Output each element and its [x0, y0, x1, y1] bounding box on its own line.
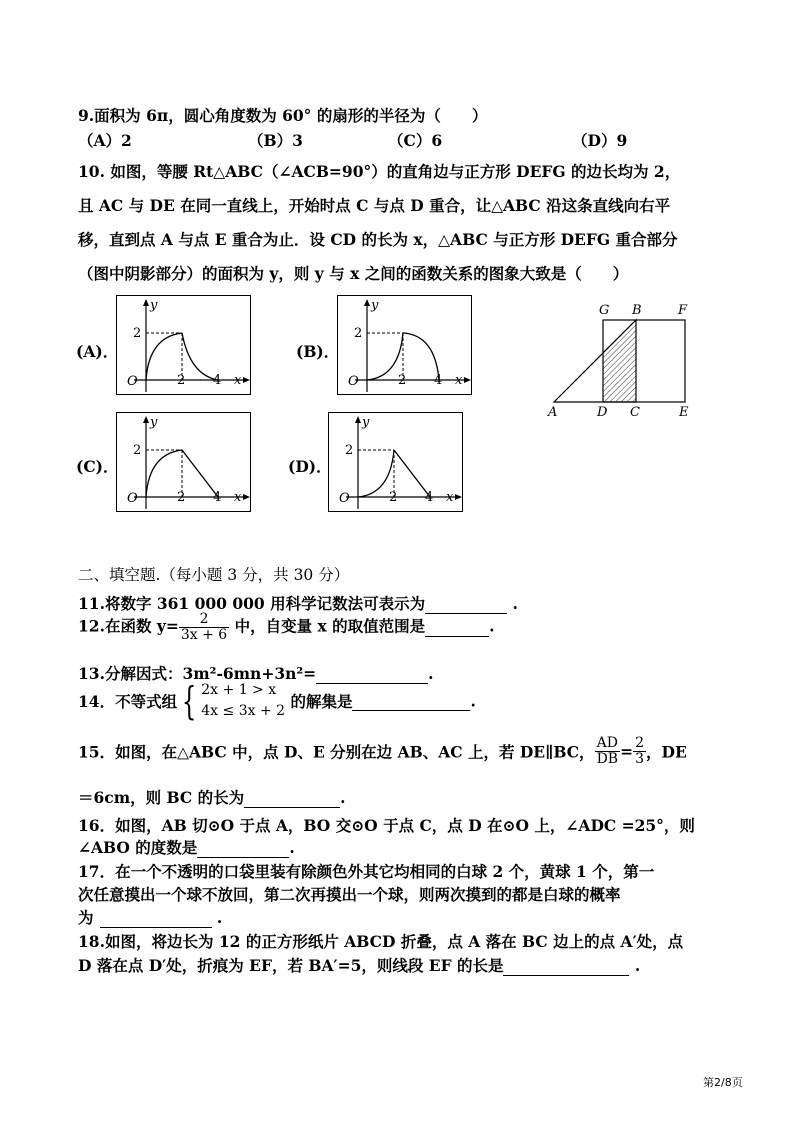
- graph-c-x-label: x: [234, 490, 242, 505]
- q12-pre: 12.在函数 y=: [78, 616, 179, 636]
- graph-a-x-label: x: [234, 373, 242, 388]
- graph-a-y-label: y: [150, 298, 158, 313]
- q16-answer-blank[interactable]: [197, 838, 289, 858]
- q9-stem: 9.面积为 6π，圆心角度数为 60° 的扇形的半径为（ ）: [78, 106, 488, 125]
- q12: [78, 612, 495, 643]
- graph-b-tick-2-x: 2: [398, 373, 407, 388]
- graph-d-tick-4-x: 4: [425, 490, 434, 505]
- q14-end: .: [470, 691, 476, 711]
- q17-line-3: [78, 906, 222, 928]
- graph-d: [328, 412, 463, 512]
- q10-label-b: (B)．: [296, 342, 340, 361]
- q17-answer-blank[interactable]: [100, 908, 212, 928]
- q10-label-a: (A)．: [76, 342, 119, 361]
- q15-frac-ad: AD: [596, 735, 618, 751]
- q15-text-b: ，DE: [646, 742, 687, 762]
- q11-text: 11.将数字 361 000 000 用科学记数法可表示为: [78, 594, 426, 613]
- q17-end: .: [216, 908, 223, 927]
- q14-brace: {: [181, 679, 197, 723]
- graph-c-tick-4-x: 4: [213, 490, 222, 505]
- graph-c-tick-2-y: 2: [133, 443, 142, 458]
- q10-line-3: 移，直到点 A 与点 E 重合为止．设 CD 的长为 x，△ABC 与正方形 DEFG 重合部分: [78, 230, 678, 249]
- q14-post: 的解集是: [285, 692, 353, 711]
- q15-eq: =: [620, 742, 634, 761]
- q12-post: 中，自变量 x 的取值范围是: [229, 616, 426, 636]
- q14-answer-blank[interactable]: [352, 691, 470, 711]
- q15-text-a: 15．如图，在△ABC 中，点 D、E 分别在边 AB、AC 上，若 DE∥BC，: [78, 742, 595, 762]
- q17-line-1: 17．在一个不透明的口袋里装有除颜色外其它均相同的白球 2 个，黄球 1 个，第一: [78, 862, 655, 881]
- graph-a: [116, 295, 251, 395]
- q10-label-c: (C)．: [76, 457, 119, 476]
- page-number: 第2/8页: [703, 1076, 743, 1089]
- graph-d-x-label: x: [446, 490, 454, 505]
- q16-line-2: [78, 836, 295, 858]
- graph-d-tick-2-y: 2: [345, 443, 354, 458]
- figure-label-d: D: [597, 405, 608, 420]
- graph-d-origin: O: [339, 491, 350, 506]
- graph-d-y-label: y: [362, 415, 370, 430]
- graph-c: [116, 412, 251, 512]
- q15-line-2: [78, 786, 346, 808]
- q15-frac-2: 2: [635, 735, 644, 751]
- figure-label-g: G: [599, 303, 610, 318]
- q10-figure: [540, 296, 720, 424]
- q18-end: .: [634, 956, 641, 975]
- q16-text-2: ∠ABO 的度数是: [78, 838, 198, 857]
- q12-end: .: [489, 616, 495, 636]
- q15-line-1: [78, 736, 687, 767]
- graph-a-origin: O: [127, 374, 138, 389]
- figure-label-b: B: [632, 303, 642, 318]
- graph-a-tick-2-x: 2: [177, 373, 186, 388]
- q15-frac-3: 3: [635, 751, 644, 767]
- q11: [78, 592, 518, 614]
- q15-answer-blank[interactable]: [244, 788, 340, 808]
- q18-line-2: [78, 954, 640, 976]
- graph-a-tick-2-y: 2: [133, 326, 142, 341]
- q18-text-2: D 落在点 D′处，折痕为 EF，若 BA′=5，则线段 EF 的长是: [78, 956, 504, 975]
- figure-label-a: A: [548, 405, 558, 420]
- figure-label-e: E: [679, 405, 689, 420]
- graph-a-tick-4-x: 4: [213, 373, 222, 388]
- q18-answer-blank[interactable]: [503, 956, 629, 976]
- q9-option-a: （A）2: [78, 131, 132, 150]
- q14-ineq-2: 4x ≤ 3x + 2: [201, 703, 286, 719]
- q11-answer-blank[interactable]: [425, 594, 507, 614]
- q9-option-c: （C）6: [388, 131, 443, 150]
- q11-end: .: [512, 594, 518, 613]
- graph-c-tick-2-x: 2: [177, 490, 186, 505]
- q17-line-2: 次任意摸出一个球不放回，第二次再摸出一个球，则两次摸到的都是白球的概率: [78, 885, 621, 904]
- q10-line-4: （图中阴影部分）的面积为 y，则 y 与 x 之间的函数关系的图象大致是（ ）: [78, 264, 629, 283]
- graph-d-tick-2-x: 2: [389, 490, 398, 505]
- q15-frac-db: DB: [596, 751, 619, 767]
- q9-option-b: （B）3: [248, 131, 303, 150]
- graph-b: [337, 295, 472, 395]
- q12-frac-den: 3x + 6: [180, 627, 228, 643]
- q13-end: .: [428, 664, 434, 683]
- graph-b-tick-4-x: 4: [434, 373, 443, 388]
- q10-line-1: 10. 如图，等腰 Rt△ABC（∠ACB=90°）的直角边与正方形 DEFG 的边长均为 2，: [78, 162, 681, 181]
- q18-line-1: 18.如图，将边长为 12 的正方形纸片 ABCD 折叠，点 A 落在 BC 边上的点 A′处，点: [78, 932, 684, 951]
- figure-label-f: F: [678, 303, 688, 318]
- graph-b-y-label: y: [371, 298, 379, 313]
- graph-b-tick-2-y: 2: [354, 326, 363, 341]
- q16-end: .: [289, 838, 295, 857]
- q14-pre: 14．不等式组: [78, 692, 178, 711]
- q15-text-2: ＝6cm，则 BC 的长为: [78, 788, 245, 807]
- graph-b-x-label: x: [455, 373, 463, 388]
- q12-answer-blank[interactable]: [425, 617, 489, 637]
- q14: [78, 680, 476, 722]
- q13-text: 13.分解因式：3m²-6mn+3n²=: [78, 664, 317, 683]
- q15-end: .: [340, 788, 346, 807]
- graph-c-origin: O: [127, 491, 138, 506]
- q12-frac-num: 2: [199, 611, 209, 627]
- graph-b-origin: O: [348, 374, 359, 389]
- q10-line-2: 且 AC 与 DE 在同一直线上，开始时点 C 与点 D 重合，让△ABC 沿这条直线向右平: [78, 196, 671, 215]
- figure-label-c: C: [630, 405, 640, 420]
- q17-text-3: 为: [78, 908, 94, 927]
- q10-label-d: (D)．: [288, 457, 332, 476]
- section-2-title: 二、填空题.（每小题 3 分，共 30 分）: [78, 566, 350, 584]
- q16-line-1: 16．如图，AB 切⊙O 于点 A，BO 交⊙O 于点 C，点 D 在⊙O 上，∠ADC =25°，则: [78, 816, 695, 835]
- q14-ineq-1: 2x + 1 > x: [201, 682, 277, 698]
- q9-option-d: （D）9: [572, 131, 628, 150]
- graph-c-y-label: y: [150, 415, 158, 430]
